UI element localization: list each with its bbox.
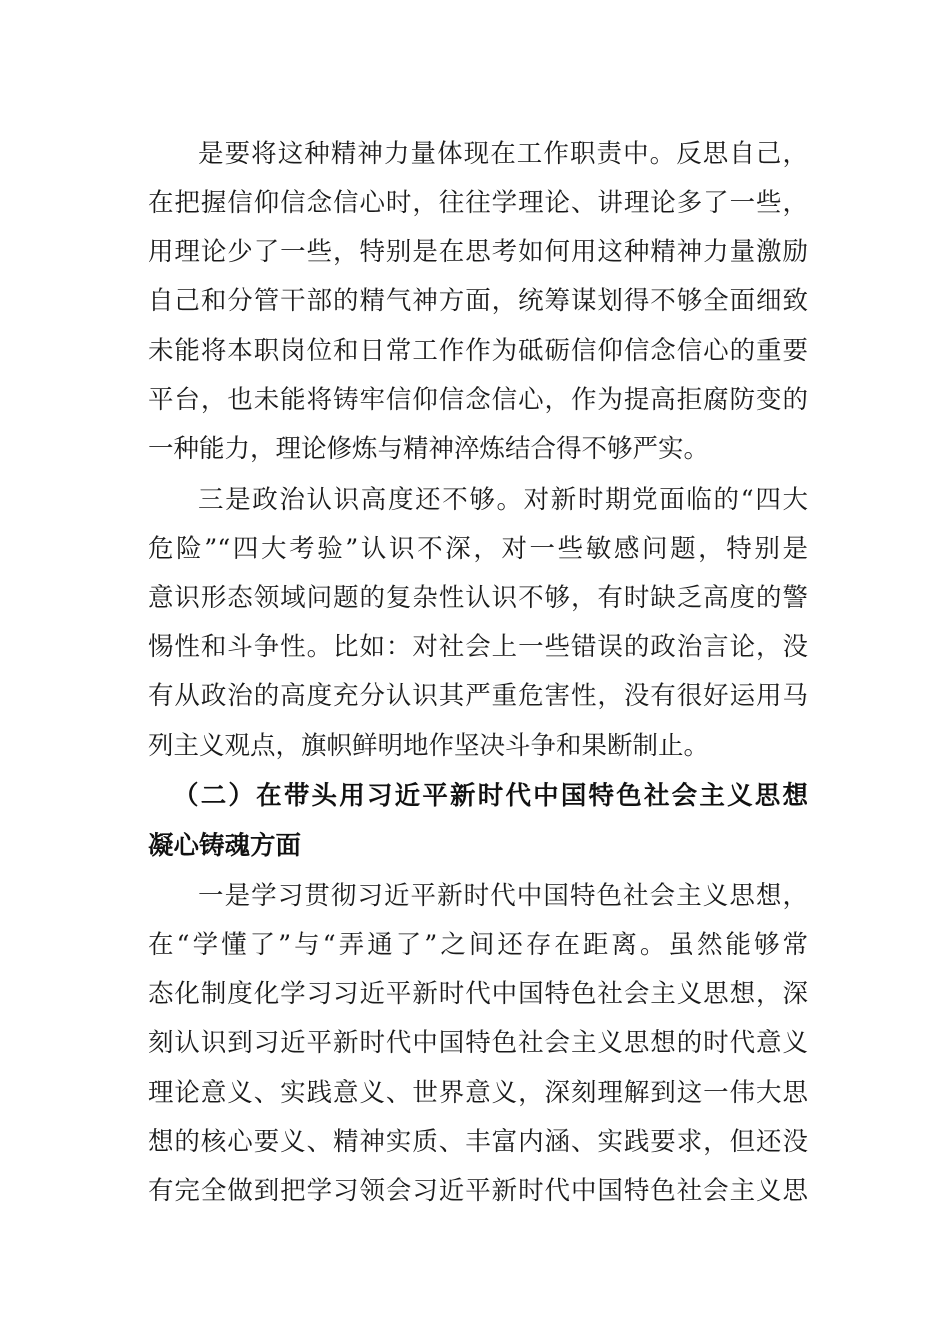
text-line: 平台，也未能将铸牢信仰信念信心，作为提高拒腐防变的 <box>148 385 808 415</box>
text-line: 三是政治认识高度还不够。对新时期党面临的“四大 <box>198 485 808 515</box>
text-line: 未能将本职岗位和日常工作作为砥砺信仰信念信心的重要 <box>148 336 808 366</box>
text-line: 想的核心要义、精神实质、丰富内涵、实践要求，但还没 <box>148 1127 808 1157</box>
text-line: 在把握信仰信念信心时，往往学理论、讲理论多了一些， <box>148 188 808 218</box>
text-line: 用理论少了一些，特别是在思考如何用这种精神力量激励 <box>148 237 808 267</box>
text-line: 自己和分管干部的精气神方面，统筹谋划得不够全面细致 <box>148 286 808 316</box>
text-line: 是要将这种精神力量体现在工作职责中。反思自己， <box>198 139 808 169</box>
text-line: 惕性和斗争性。比如：对社会上一些错误的政治言论，没 <box>148 632 808 662</box>
text-line: 理论意义、实践意义、世界意义，深刻理解到这一伟大思 <box>148 1078 808 1108</box>
text-line: 有从政治的高度充分认识其严重危害性，没有很好运用马 <box>148 681 808 711</box>
section-heading: （二）在带头用习近平新时代中国特色社会主义思想 <box>173 781 808 811</box>
text-line: 危险”“四大考验”认识不深，对一些敏感问题，特别是 <box>148 534 808 564</box>
text-line: 意识形态领域问题的复杂性认识不够，有时缺乏高度的警 <box>148 583 808 613</box>
text-line: 有完全做到把学习领会习近平新时代中国特色社会主义思 <box>148 1176 808 1206</box>
text-line: 列主义观点，旗帜鲜明地作坚决斗争和果断制止。 <box>148 731 710 761</box>
text-line: 态化制度化学习习近平新时代中国特色社会主义思想，深 <box>148 979 808 1009</box>
text-line: 一种能力，理论修炼与精神淬炼结合得不够严实。 <box>148 434 710 464</box>
section-heading: 凝心铸魂方面 <box>148 831 302 861</box>
text-line: 刻认识到习近平新时代中国特色社会主义思想的时代意义 <box>148 1028 808 1058</box>
text-line: 一是学习贯彻习近平新时代中国特色社会主义思想， <box>198 881 808 911</box>
text-line: 在“学懂了”与“弄通了”之间还存在距离。虽然能够常 <box>148 930 808 960</box>
